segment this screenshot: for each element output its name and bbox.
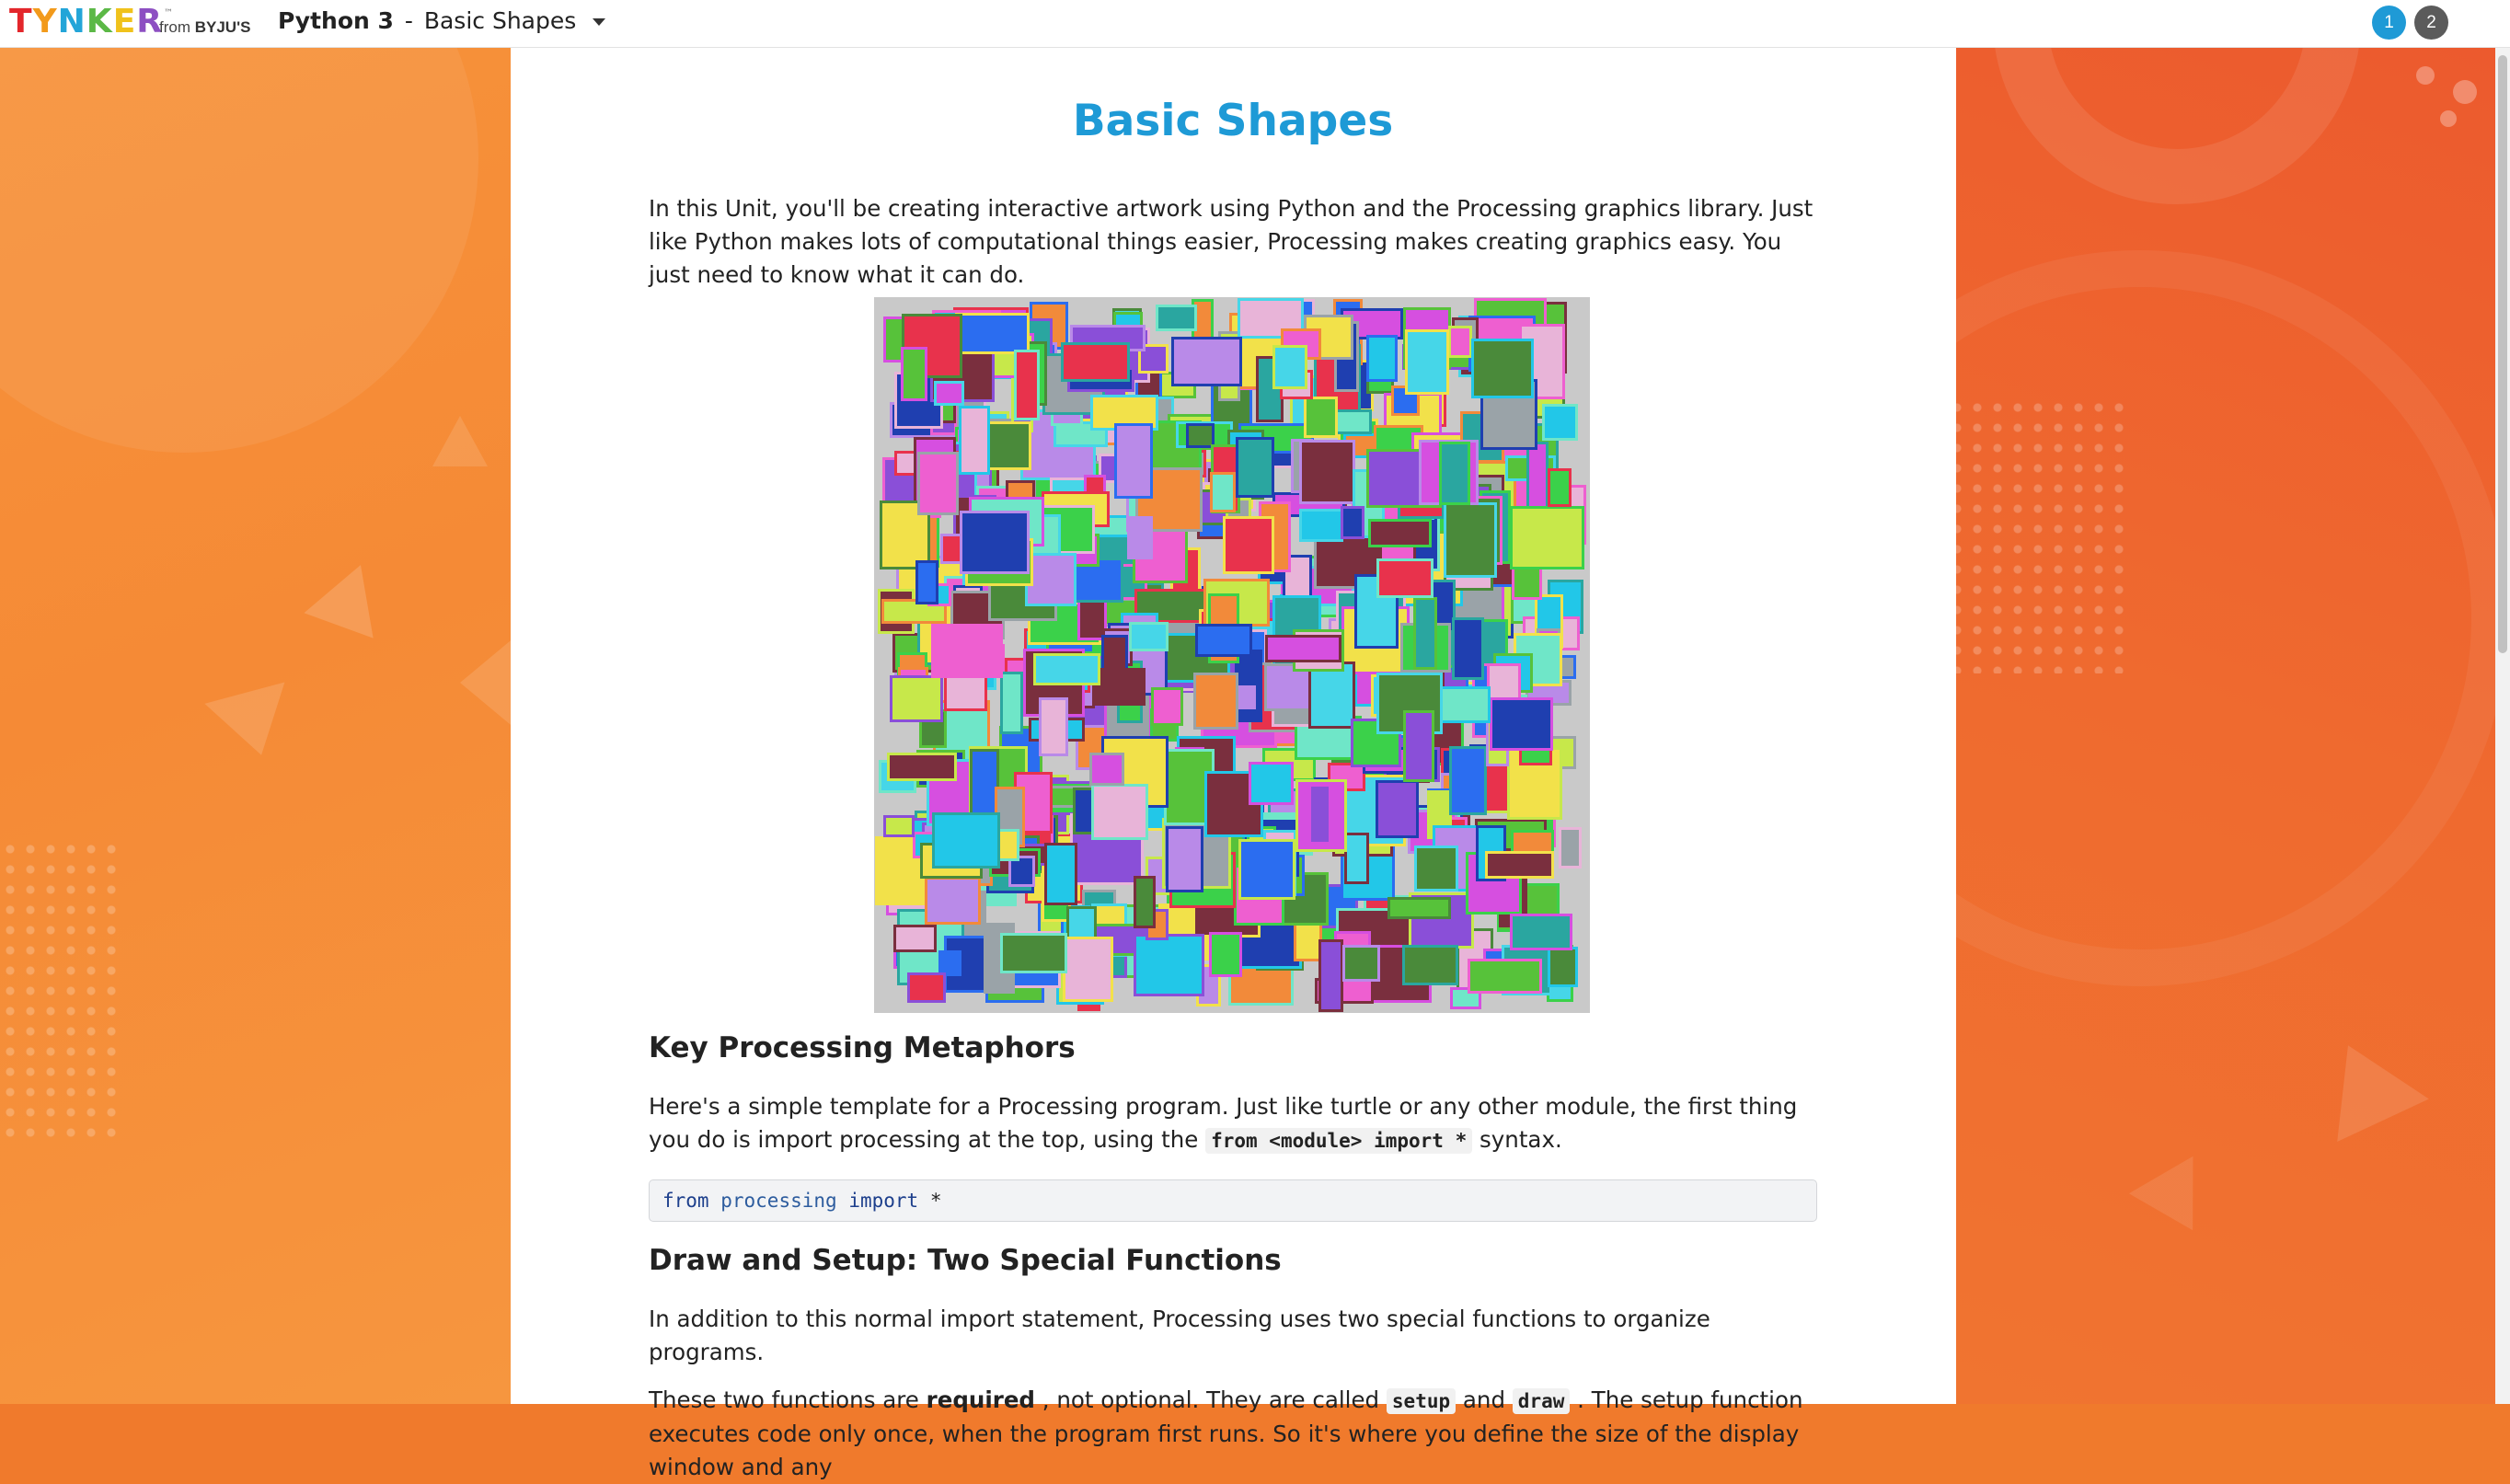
artwork-rectangle bbox=[1341, 506, 1364, 539]
artwork-rectangle bbox=[1265, 635, 1341, 662]
artwork-rectangle bbox=[1439, 686, 1491, 723]
logo-byline: from BYJU'S bbox=[159, 18, 251, 36]
artwork-rectangle bbox=[1548, 468, 1572, 507]
course-separator: - bbox=[397, 7, 420, 34]
chevron-down-icon bbox=[593, 18, 605, 26]
artwork-rectangle bbox=[890, 675, 943, 722]
artwork-rectangle bbox=[1449, 746, 1487, 815]
artwork-rectangle bbox=[1542, 404, 1578, 441]
artwork-rectangle bbox=[1414, 846, 1458, 892]
logo-trademark: ™ bbox=[164, 8, 174, 18]
artwork-rectangle bbox=[1127, 516, 1153, 559]
artwork-rectangle bbox=[1387, 897, 1451, 919]
artwork-rectangle bbox=[1089, 753, 1124, 786]
inline-code-import-syntax: from <module> import * bbox=[1205, 1128, 1472, 1154]
artwork-rectangle bbox=[1548, 947, 1578, 987]
artwork-rectangle bbox=[917, 452, 959, 515]
background-triangle bbox=[2302, 1024, 2429, 1142]
artwork-rectangle bbox=[1238, 839, 1295, 900]
artwork-rectangle bbox=[1091, 784, 1148, 840]
inline-code-setup: setup bbox=[1387, 1388, 1456, 1414]
artwork-rectangle bbox=[1376, 558, 1433, 598]
background-small-circle bbox=[2416, 66, 2435, 85]
artwork-rectangle bbox=[1402, 945, 1458, 985]
setup-draw-paragraph: These two functions are required , not optional. They are called setup and draw . The setup function executes code only once, when the program first runs. So it's where you define the size of the display window and any bbox=[649, 1386, 1803, 1480]
background-right bbox=[1956, 48, 2510, 1404]
course-lesson-dropdown[interactable] bbox=[278, 7, 605, 34]
background-triangle bbox=[460, 637, 515, 729]
page-scrollbar-thumb[interactable] bbox=[2498, 55, 2507, 653]
artwork-rectangle bbox=[1033, 653, 1100, 685]
artwork-rectangle bbox=[1318, 939, 1343, 1012]
background-dot-pattern bbox=[1947, 397, 2131, 673]
logo-brand: BYJU'S bbox=[194, 18, 251, 36]
artwork-rectangle bbox=[1405, 329, 1449, 395]
artwork-rectangle bbox=[915, 560, 938, 604]
artwork-rectangle bbox=[1366, 335, 1398, 382]
artwork-rectangle bbox=[1468, 959, 1542, 994]
code-block-import[interactable]: from processing import * bbox=[649, 1179, 1817, 1222]
page-title: Basic Shapes bbox=[1072, 96, 1394, 146]
tynker-logo[interactable] bbox=[9, 4, 173, 40]
artwork-rectangle bbox=[1223, 516, 1274, 574]
random-squares-artwork-image bbox=[874, 297, 1590, 1013]
artwork-rectangle bbox=[1000, 933, 1067, 973]
artwork-rectangle bbox=[1510, 506, 1584, 569]
artwork-rectangle bbox=[1452, 617, 1484, 680]
artwork-rectangle bbox=[1439, 442, 1470, 505]
background-triangle bbox=[204, 683, 301, 766]
background-left bbox=[0, 48, 511, 1404]
artwork-rectangle bbox=[1134, 934, 1204, 996]
artwork-rectangle bbox=[1210, 472, 1236, 512]
step-2-button[interactable]: 2 bbox=[2414, 6, 2448, 40]
artwork-rectangle bbox=[1344, 833, 1369, 884]
artwork-rectangle bbox=[1134, 876, 1156, 928]
artwork-rectangle bbox=[932, 812, 1000, 869]
top-navigation-bar bbox=[0, 0, 2510, 48]
artwork-rectangle bbox=[1039, 697, 1068, 756]
artwork-rectangle bbox=[1193, 673, 1238, 730]
artwork-rectangle bbox=[1376, 780, 1419, 838]
background-small-circle bbox=[2440, 110, 2457, 127]
artwork-rectangle bbox=[1308, 784, 1331, 845]
step-1-button[interactable]: 1 bbox=[2372, 6, 2406, 40]
artwork-rectangle bbox=[925, 877, 981, 925]
background-circle bbox=[0, 0, 478, 453]
artwork-rectangle bbox=[1044, 843, 1077, 905]
artwork-rectangle bbox=[1403, 710, 1434, 782]
artwork-rectangle bbox=[1063, 937, 1113, 1002]
background-small-circle bbox=[2453, 80, 2477, 104]
artwork-rectangle bbox=[1299, 440, 1355, 504]
artwork-rectangle bbox=[907, 972, 946, 1003]
section-heading-key-metaphors: Key Processing Metaphors bbox=[649, 1031, 1076, 1064]
intro-paragraph: In this Unit, you'll be creating interactive artwork using Python and the Processing graphics library. Just like Python makes lots of computational things easier, Processing makes creating graphics easy. You just need to know what it can do. bbox=[649, 195, 1813, 288]
artwork-rectangle bbox=[1526, 442, 1549, 511]
artwork-rectangle bbox=[1014, 350, 1040, 420]
inline-code-draw: draw bbox=[1513, 1388, 1571, 1414]
artwork-rectangle bbox=[1342, 945, 1380, 982]
lesson-article bbox=[649, 48, 1817, 1484]
artwork-rectangle bbox=[1171, 337, 1242, 386]
artwork-rectangle bbox=[1114, 423, 1153, 499]
artwork-rectangle bbox=[887, 753, 957, 781]
artwork-rectangle bbox=[955, 313, 1030, 354]
artwork-rectangle bbox=[901, 347, 927, 401]
artwork-rectangle bbox=[1129, 622, 1169, 651]
course-name: Python 3 bbox=[278, 7, 394, 34]
background-triangle bbox=[432, 416, 488, 466]
artwork-rectangle bbox=[1166, 826, 1203, 892]
artwork-rectangle bbox=[1304, 397, 1338, 438]
artwork-rectangle bbox=[1249, 762, 1294, 805]
artwork-rectangle bbox=[1156, 305, 1197, 331]
organize-paragraph: In addition to this normal import statement, Processing uses two special functions to organize programs. bbox=[649, 1306, 1710, 1365]
template-paragraph: Here's a simple template for a Processing program. Just like turtle or any other module, the first thing you do is import processing at the top, using the from <module> import * syntax. bbox=[649, 1093, 1798, 1153]
artwork-rectangle bbox=[931, 624, 1003, 678]
lesson-content-panel bbox=[511, 48, 1956, 1480]
background-triangle bbox=[304, 552, 395, 638]
artwork-rectangle bbox=[1061, 342, 1130, 382]
lesson-name: Basic Shapes bbox=[423, 7, 577, 34]
artwork-rectangle bbox=[893, 925, 937, 952]
artwork-rectangle bbox=[1368, 519, 1432, 547]
section-heading-draw-setup: Draw and Setup: Two Special Functions bbox=[649, 1244, 1282, 1277]
artwork-rectangle bbox=[1413, 597, 1437, 670]
artwork-rectangle bbox=[1195, 624, 1252, 657]
artwork-rectangle bbox=[1448, 326, 1472, 358]
artwork-rectangle bbox=[1485, 851, 1554, 879]
artwork-rectangle bbox=[1272, 345, 1307, 389]
artwork-rectangle bbox=[1471, 339, 1534, 398]
artwork-rectangle bbox=[1236, 437, 1274, 498]
artwork-rectangle bbox=[1490, 697, 1553, 751]
artwork-rectangle bbox=[883, 815, 915, 837]
artwork-rectangle bbox=[1510, 914, 1572, 950]
artwork-rectangle bbox=[934, 381, 964, 406]
background-triangle bbox=[2129, 1138, 2225, 1231]
logo-wordmark: TYNKER bbox=[9, 3, 164, 40]
background-dot-pattern bbox=[0, 839, 120, 1143]
artwork-rectangle bbox=[960, 511, 1030, 574]
artwork-rectangle bbox=[1094, 668, 1146, 706]
artwork-rectangle bbox=[959, 406, 990, 475]
artwork-rectangle bbox=[1299, 509, 1343, 542]
artwork-rectangle bbox=[1000, 672, 1023, 734]
emphasis-required: required bbox=[926, 1386, 1035, 1413]
artwork-rectangle bbox=[1444, 502, 1497, 578]
artwork-rectangle bbox=[1559, 827, 1582, 869]
artwork-rectangle bbox=[1151, 687, 1183, 726]
artwork-rectangle bbox=[1209, 932, 1242, 977]
